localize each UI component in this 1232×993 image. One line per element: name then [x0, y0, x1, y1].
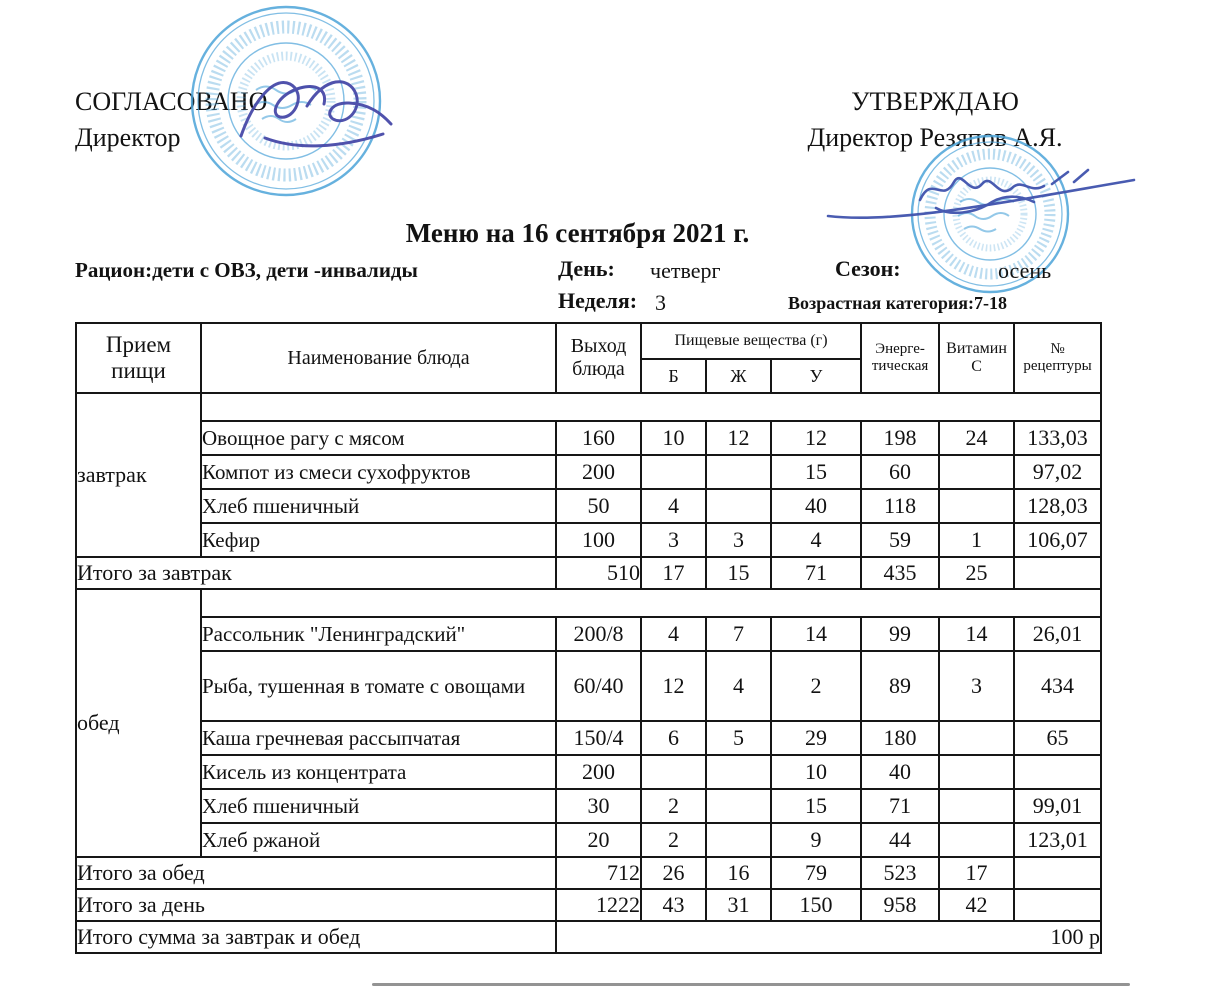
total-fat: 15: [706, 557, 771, 589]
dish-fat: [706, 789, 771, 823]
section-row-breakfast: [76, 393, 1101, 421]
table-row: [76, 823, 1101, 857]
total-protein: 17: [641, 557, 706, 589]
total-energy: 435: [861, 557, 939, 589]
total-carbs: 71: [771, 557, 861, 589]
dish-name: Рассольник "Ленинградский": [201, 617, 556, 651]
col-header-nutrients: Пищевые вещества (г): [641, 323, 861, 359]
total-recipe: [1014, 857, 1101, 889]
dish-recipe: 26,01: [1014, 617, 1101, 651]
approved-label: УТВЕРЖДАЮ: [851, 87, 1019, 116]
dish-output: 160: [556, 421, 641, 455]
total-carbs: 79: [771, 857, 861, 889]
total-energy: 523: [861, 857, 939, 889]
document-title: Меню на 16 сентября 2021 г.: [405, 218, 750, 248]
menu-table: [75, 322, 1102, 954]
total-label: Итого за завтрак: [76, 557, 556, 589]
sum-label: Итого сумма за завтрак и обед: [76, 921, 556, 953]
table-row: [76, 455, 1101, 489]
dish-protein: 4: [641, 489, 706, 523]
dish-output: 200/8: [556, 617, 641, 651]
season-label: Сезон:: [835, 256, 901, 281]
dish-energy: 89: [861, 651, 939, 721]
dish-vitamin-c: [939, 489, 1014, 523]
dish-name: Кисель из концентрата: [201, 755, 556, 789]
total-protein: 43: [641, 889, 706, 921]
dish-output: 100: [556, 523, 641, 557]
dish-recipe: 106,07: [1014, 523, 1101, 557]
dish-fat: 3: [706, 523, 771, 557]
total-output: 712: [556, 857, 641, 889]
dish-carbs: 40: [771, 489, 861, 523]
dish-energy: 71: [861, 789, 939, 823]
dish-energy: 60: [861, 455, 939, 489]
ration-text: Рацион:дети с ОВЗ, дети -инвалиды: [75, 258, 418, 282]
total-energy: 958: [861, 889, 939, 921]
header-row-1: [76, 323, 1101, 359]
col-header-meal: Прием пищи: [76, 323, 201, 393]
dish-fat: 7: [706, 617, 771, 651]
dish-recipe: 97,02: [1014, 455, 1101, 489]
dish-name: Кефир: [201, 523, 556, 557]
total-protein: 26: [641, 857, 706, 889]
dish-carbs: 15: [771, 789, 861, 823]
col-header-carbs: У: [771, 359, 861, 393]
week-label: Неделя:: [558, 288, 638, 313]
dish-energy: 180: [861, 721, 939, 755]
dish-vitamin-c: 14: [939, 617, 1014, 651]
day-value: четверг: [650, 258, 721, 283]
approved-director-name: Директор Резяпов А.Я.: [807, 123, 1063, 152]
meal-name: завтрак: [76, 393, 201, 557]
dish-output: 60/40: [556, 651, 641, 721]
dish-vitamin-c: [939, 721, 1014, 755]
dish-energy: 44: [861, 823, 939, 857]
table-row: [76, 651, 1101, 721]
dish-energy: 40: [861, 755, 939, 789]
scan-edge-line: [372, 983, 1130, 986]
dish-vitamin-c: 3: [939, 651, 1014, 721]
dish-vitamin-c: 24: [939, 421, 1014, 455]
dish-carbs: 12: [771, 421, 861, 455]
meal-name: обед: [76, 589, 201, 857]
dish-recipe: 99,01: [1014, 789, 1101, 823]
table-row: [76, 523, 1101, 557]
total-fat: 16: [706, 857, 771, 889]
dish-vitamin-c: [939, 789, 1014, 823]
dish-vitamin-c: [939, 755, 1014, 789]
dish-vitamin-c: [939, 823, 1014, 857]
section-spacer: [201, 393, 1101, 421]
total-output: 1222: [556, 889, 641, 921]
dish-energy: 59: [861, 523, 939, 557]
dish-recipe: 133,03: [1014, 421, 1101, 455]
dish-carbs: 14: [771, 617, 861, 651]
dish-protein: 4: [641, 617, 706, 651]
dish-energy: 198: [861, 421, 939, 455]
season-value: осень: [998, 258, 1052, 283]
dish-protein: [641, 455, 706, 489]
dish-protein: 3: [641, 523, 706, 557]
dish-recipe: 434: [1014, 651, 1101, 721]
total-vitamin-c: 17: [939, 857, 1014, 889]
dish-name: Рыба, тушенная в томате с овощами: [201, 651, 556, 721]
dish-output: 150/4: [556, 721, 641, 755]
dish-output: 30: [556, 789, 641, 823]
dish-recipe: 65: [1014, 721, 1101, 755]
col-header-protein: Б: [641, 359, 706, 393]
total-label: Итого за обед: [76, 857, 556, 889]
dish-protein: 6: [641, 721, 706, 755]
total-vitamin-c: 42: [939, 889, 1014, 921]
dish-vitamin-c: [939, 455, 1014, 489]
dish-fat: [706, 455, 771, 489]
breakfast-total-row: [76, 557, 1101, 589]
dish-name: Хлеб пшеничный: [201, 489, 556, 523]
dish-fat: [706, 823, 771, 857]
dish-output: 200: [556, 755, 641, 789]
dish-carbs: 9: [771, 823, 861, 857]
col-header-vitamin-c: Витамин С: [939, 323, 1014, 393]
dish-output: 200: [556, 455, 641, 489]
dish-protein: 12: [641, 651, 706, 721]
section-row-lunch: [76, 589, 1101, 617]
approval-block: [805, 84, 1065, 156]
sum-value: 100 р: [556, 921, 1101, 953]
dish-protein: 2: [641, 789, 706, 823]
dish-recipe: 123,01: [1014, 823, 1101, 857]
week-value: 3: [655, 290, 666, 315]
total-vitamin-c: 25: [939, 557, 1014, 589]
table-row: [76, 617, 1101, 651]
age-category: Возрастная категория:7-18: [788, 293, 1007, 313]
dish-carbs: 10: [771, 755, 861, 789]
dish-fat: 12: [706, 421, 771, 455]
total-recipe: [1014, 889, 1101, 921]
total-recipe: [1014, 557, 1101, 589]
agreed-label: СОГЛАСОВАНО: [75, 87, 268, 116]
col-header-recipe: № рецептуры: [1014, 323, 1101, 393]
dish-name: Хлеб пшеничный: [201, 789, 556, 823]
dish-vitamin-c: 1: [939, 523, 1014, 557]
dish-recipe: [1014, 755, 1101, 789]
table-row: [76, 721, 1101, 755]
dish-name: Каша гречневая рассыпчатая: [201, 721, 556, 755]
table-row: [76, 421, 1101, 455]
dish-fat: 4: [706, 651, 771, 721]
col-header-fat: Ж: [706, 359, 771, 393]
day-label: День:: [558, 256, 615, 281]
dish-protein: 2: [641, 823, 706, 857]
total-output: 510: [556, 557, 641, 589]
dish-recipe: 128,03: [1014, 489, 1101, 523]
dish-carbs: 15: [771, 455, 861, 489]
day-total-row: [76, 889, 1101, 921]
dish-fat: [706, 755, 771, 789]
total-fat: 31: [706, 889, 771, 921]
dish-carbs: 29: [771, 721, 861, 755]
dish-output: 50: [556, 489, 641, 523]
section-spacer: [201, 589, 1101, 617]
col-header-dish: Наименование блюда: [201, 323, 556, 393]
table-row: [76, 789, 1101, 823]
dish-fat: 5: [706, 721, 771, 755]
table-row: [76, 489, 1101, 523]
dish-carbs: 4: [771, 523, 861, 557]
total-carbs: 150: [771, 889, 861, 921]
dish-fat: [706, 489, 771, 523]
col-header-output: Выход блюда: [556, 323, 641, 393]
col-header-energy: Энерге-тическая: [861, 323, 939, 393]
dish-name: Компот из смеси сухофруктов: [201, 455, 556, 489]
dish-name: Хлеб ржаной: [201, 823, 556, 857]
agreed-director-label: Директор: [75, 123, 181, 152]
dish-carbs: 2: [771, 651, 861, 721]
dish-protein: [641, 755, 706, 789]
dish-energy: 99: [861, 617, 939, 651]
agreement-block: [75, 84, 267, 156]
dish-output: 20: [556, 823, 641, 857]
dish-protein: 10: [641, 421, 706, 455]
lunch-total-row: [76, 857, 1101, 889]
sum-row: [76, 921, 1101, 953]
dish-energy: 118: [861, 489, 939, 523]
table-row: [76, 755, 1101, 789]
total-label: Итого за день: [76, 889, 556, 921]
dish-name: Овощное рагу с мясом: [201, 421, 556, 455]
